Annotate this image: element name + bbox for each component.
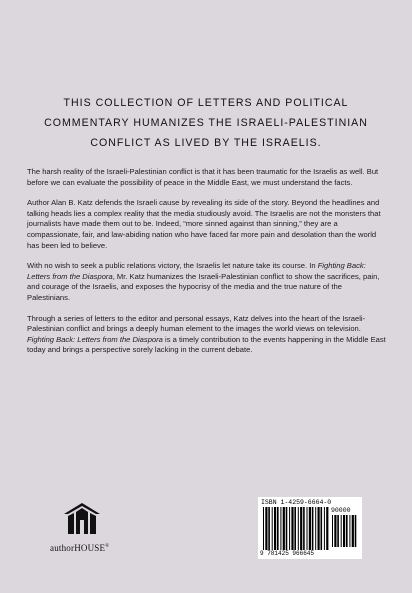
barcode-stripe xyxy=(272,507,273,550)
blurb-paragraph xyxy=(27,261,387,303)
registered-mark: ® xyxy=(105,544,110,549)
barcode-stripe xyxy=(324,507,325,550)
barcode xyxy=(258,497,362,559)
blurb-body xyxy=(27,167,387,366)
price-code: 90000 xyxy=(331,507,351,514)
price-barcode-bars xyxy=(332,515,358,547)
tagline-line: THIS COLLECTION OF LETTERS AND POLITICAL xyxy=(63,97,349,109)
barcode-stripe xyxy=(321,507,323,550)
barcode-stripe xyxy=(263,507,264,550)
barcode-stripe xyxy=(265,507,267,550)
barcode-stripe xyxy=(337,515,339,547)
book-title: Fighting Back: Letters from the Diaspora xyxy=(27,334,163,344)
barcode-stripe xyxy=(318,507,320,550)
blurb-text: , Mr. Katz humanizes the Israeli-Palestinian conflict to show the sacrifices, pain, and courage of the Israelis, and exposes the hypocrisy of the media and the true nature of the Palestinians. xyxy=(27,271,380,302)
tagline-line: COMMENTARY HUMANIZES THE ISRAELI-PALESTINIAN xyxy=(44,117,368,129)
barcode-stripe xyxy=(334,515,336,547)
barcode-stripe xyxy=(332,515,333,547)
barcode-stripe xyxy=(283,507,285,550)
barcode-stripe xyxy=(315,507,316,550)
barcode-stripe xyxy=(312,507,314,550)
publisher-logo xyxy=(50,500,120,560)
blurb-text: With no wish to seek a public relations victory, the Israelis let nature take its course. In xyxy=(27,261,318,271)
barcode-stripe xyxy=(355,515,357,547)
barcode-stripe xyxy=(349,515,350,547)
barcode-stripe xyxy=(307,507,308,550)
blurb-paragraph: Author Alan B. Katz defends the Israeli cause by revealing its side of the story. Beyond the headlines and talking heads lies a complex reality that the media studiously avoid. The Israelis are not the monsters that journalists have made them out to be. Indeed, “more sinned against than sinning,” they are a compassionate, fair, and law-abiding nation who have faced far more pain and desolation than the world has been led to believe. xyxy=(27,198,381,250)
blurb-text: is a timely contribution to the events happening in the Middle East today and brings a perspective sorely lacking in the current debate. xyxy=(27,334,386,355)
cover-tagline xyxy=(24,93,388,153)
barcode-stripe xyxy=(268,507,270,550)
barcode-stripe xyxy=(289,507,290,550)
publisher-name xyxy=(50,543,130,553)
barcode-stripe xyxy=(343,515,345,547)
barcode-stripe xyxy=(280,507,281,550)
ean-barcode-bars xyxy=(263,507,329,550)
isbn-text: ISBN 1-4259-6664-0 xyxy=(261,499,332,506)
barcode-digits: 9 781425 966645 xyxy=(260,550,315,557)
blurb-paragraph: The harsh reality of the Israeli-Palestinian conflict is that it has been traumatic for the Israelis as well. But before we can evaluate the possibility of peace in the Middle East, we must understand the facts. xyxy=(27,167,379,187)
publisher-name-text: authorHOUSE xyxy=(50,543,106,553)
barcode-stripe xyxy=(286,507,288,550)
barcode-stripe xyxy=(291,507,293,550)
barcode-stripe xyxy=(298,507,299,550)
barcode-stripe xyxy=(300,507,302,550)
tagline-line: CONFLICT AS LIVED BY THE ISRAELIS. xyxy=(90,137,322,149)
barcode-stripe xyxy=(303,507,305,550)
barcode-stripe xyxy=(274,507,276,550)
barcode-stripe xyxy=(326,507,328,550)
barcode-stripe xyxy=(277,507,279,550)
barcode-stripe xyxy=(346,515,348,547)
barcode-stripe xyxy=(341,515,342,547)
book-title: Fighting Back: Letters from the Diaspora xyxy=(27,261,366,281)
barcode-stripe xyxy=(309,507,311,550)
authorhouse-logo-icon xyxy=(60,500,104,538)
barcode-stripe xyxy=(294,507,296,550)
blurb-paragraph xyxy=(27,314,387,356)
blurb-text: Through a series of letters to the editor and personal essays, Katz delves into the heart of the Israeli-Palestinian conflict and brings a deeply human element to the images the world views on television. xyxy=(27,313,366,334)
barcode-stripe xyxy=(352,515,354,547)
